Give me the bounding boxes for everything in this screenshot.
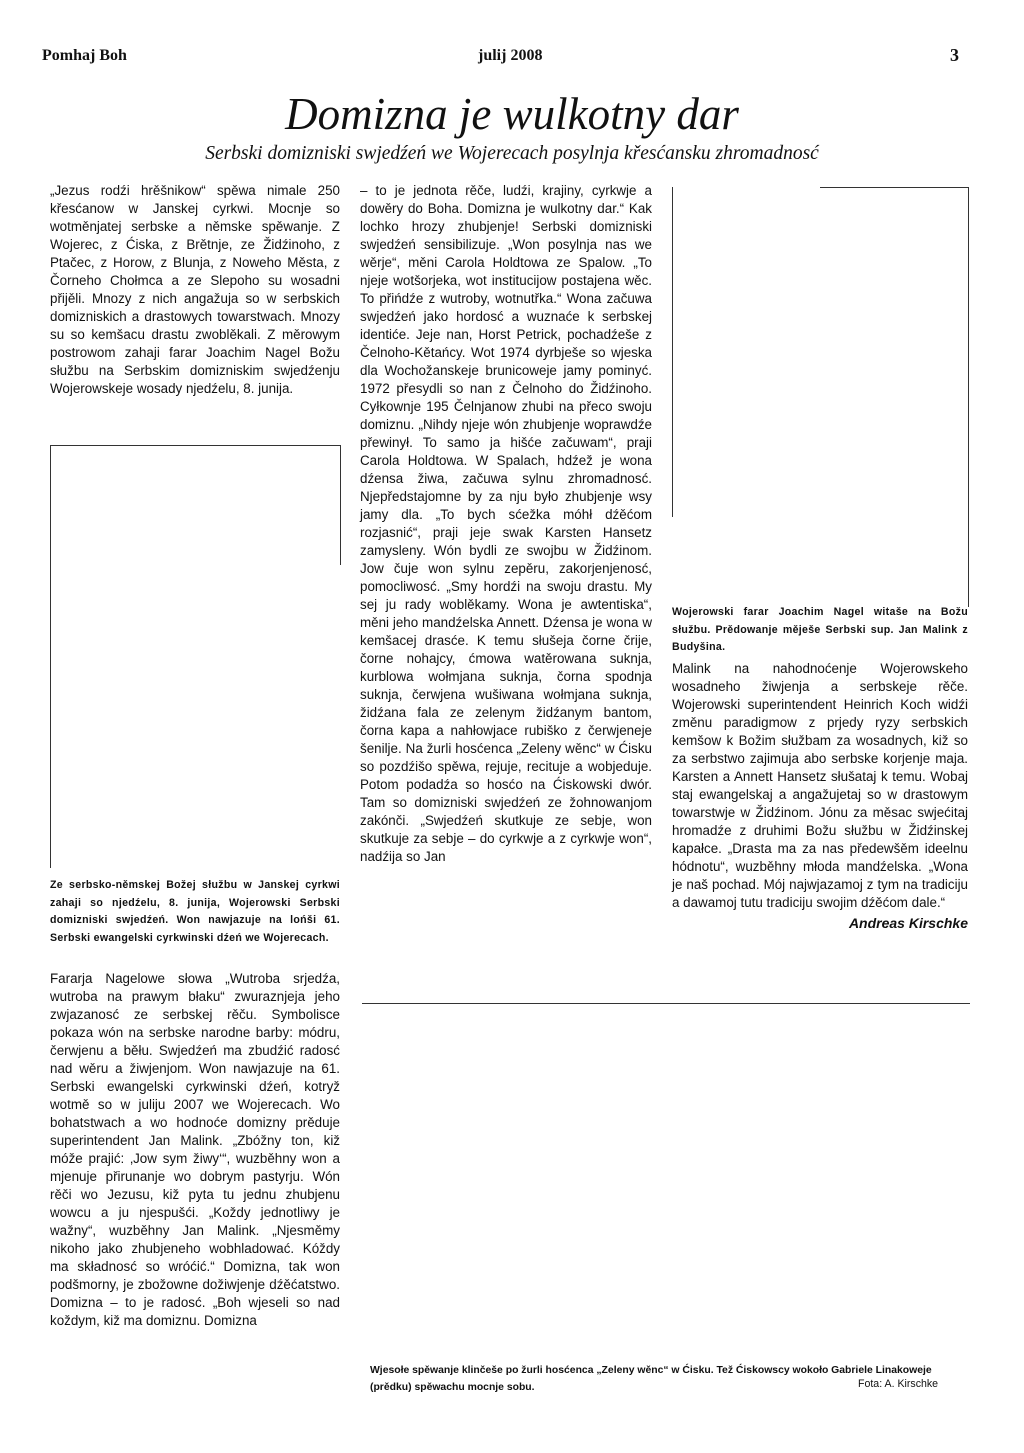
photo-credit: Fota: A. Kirschke <box>858 1378 939 1390</box>
photo-caption: Wjesołe spěwanje klinčeše po žurli hosćenca „Zeleny wěnc“ w Ćisku. Tež Ćiskowscy wokoło Gabriele Linakoweje (prědku) spěwachu mocnje sobu. <box>370 1365 932 1393</box>
header-date: julij 2008 <box>478 47 543 64</box>
paragraph: Fararja Nagelowe słowa „Wutroba srjedźa, wutroba na prawym błaku“ zwuraznjeja jeho zwjazanosć ze serbskej rěču. Symbolisce pokaza wón na serbske narodne barby: módru, čerwjenu a běłu. Swjedźeń ma zbudźić radosć nad wěru a žiwjenjom. Won nawjazuje na 61. Serbski ewangelski cyrkwinski dźeń, kotryž wotmě so w juliju 2007 we Wojerecach. Wo bohatstwach a wo hodnoće domizny prěduje superintendent Jan Malink. „Zbóžny ton, kiž móže prajić: ‚Jow sym žiwy‘“, wuzběhny won a mjenuje přirunanje wo dobrym pastyrju. Wón rěči wo Jezusu, kiž pyta tu jednu zhubjenu wowcu a ju njespušći. „Koždy jednotliwy je wažny“, wuzběhny Jan Malink. „Njesměmy nikoho jako zhubjeneho wobhladować. Kóždy ma składnosć so wróćić.“ Domizna, tak won podšmorny, je zbožowne dožiwjenje dźěćatstwo. Domizna – to je radosć. „Boh wjeseli so nad koždym, kiž ma domiznu. Domizna <box>50 971 340 1328</box>
paragraph: „Jezus rodźi hrěšnikow“ spěwa nimale 250 křesćanow w Janskej cyrkwi. Mocnje so wotměnjatej serbske a němske spěwanje. Z Wojerec, z Ćiska, z Brětnje, ze Židźinoho, z Ptačec, z Horow, z Blunja, z Noweho Města, z Čorneho Chołmca a ze Slepoho su wosadni přijěli. Mnozy z nich angažuja so w serbskich domizniskich a drastowych towarstwach. Mnozy su so kemšacu drastu zwoblěkali. Z měrowym postrowom zahaji farar Joachim Nagel Božu słužbu na Serbskim domizniskim swjedźenju Wojerowskeje wosady njedźelu, 8. junija. <box>50 183 340 396</box>
photo-caption: Wojerowski farar Joachim Nagel witaše na Božu słužbu. Prědowanje měješe Serbski sup. Jan Malink z Budyšina. <box>672 606 968 654</box>
article-title: Domizna je wulkotny dar <box>285 89 739 139</box>
photo-frame-edge <box>672 187 673 517</box>
column1-bottom-text <box>50 970 340 1330</box>
author-signature: Andreas Kirschke <box>848 915 968 931</box>
article-subtitle: Serbski domizniski swjedźeń we Wojerecach posylnja křesćansku zhromadnosć <box>205 143 819 164</box>
paragraph: – to je jednota rěče, ludźi, krajiny, cyrkwje a dowěry do Boha. Domizna je wulkotny dar.“ Kak lochko hrozy zhubjenje! Serbski domizniski swjedźeń sensibilizuje. „Won posylnja nas we wěrje“, měni Carola Holdtowa ze Spalow. „To njeje wotšorjeka, wot institucijow postajena wěc. To přińdźe z wutroby, wotnutřka.“ Wona začuwa swjedźeń jako hordosć a wuznaće k serbskej identiće. Jeje nan, Horst Petrick, pochadźeše z Čelnoho-Kětańcy. Wot 1974 dyrbješe so wjeska dla Wochožanskeje brunicoweje jamy pominyć. 1972 přesydli so nan z Čelnoho do Židźinoho. Cyłkownje 195 Čelnjanow zhubi na přeco swoju domiznu. „Nihdy njeje wón zhubjenje woprawdźe přewinył. To samo ja hišće začuwam“, praji Carola Holdtowa. W Spalach, hdźež je wona dźensa žiwa, začuwa sylnu zhromadnosć. Njepředstajomne by za nju było zhubjenje wsy jamy dla. „To bych sćežka móhł dźěćom rozjasnić“, praji jeje swak Karsten Hansetz zamysleny. Wón bydli ze swojbu w Židźinom. Jow čuje won sylnu zepěru, zakorjenjenosć, pomocliwosć. „Smy hordźi na swoju drastu. My sej ju rady woblěkamy. Wona je awtentiska“, měni jeho mandźelska Annett. Dźensa je wona w kemšacej drasće. K temu słušeja čorne črije, čorne nohajcy, ćmowa watěrowana suknja, kurblowa wołmjana suknja, čorna spodnja suknja, čerwjena wušiwana wołmjana suknja, židźana fala ze zelenym židźanym bantom, čorna kapa a nahłowjace rubiško z čerwjeneje šenilje. Na žurli hosćenca „Zeleny wěnc“ w Ćisku so pozdźišo spěwa, rejuje, recituje a wobjeduje. Potom podadźa so hosćo na Ćiskowski dwór. Tam so domizniski swjedźeń ze žohnowanjom zakónči. „Swjedźeń skutkuje ze sebje, won skutkuje za sebje – do cyrkwje a z cyrkwje won“, nadźija so Jan <box>360 183 652 864</box>
column2-text <box>360 182 652 866</box>
header-left: Pomhaj Boh <box>42 47 127 64</box>
photo-caption: Ze serbsko-němskej Božej słužbu w Janskej cyrkwi zahaji so njedźelu, 8. junija, Wojerowski Serbski domizniski swjedźeń. Won nawjazuje na lońši 61. Serbski ewangelski cyrkwinski dźeń we Wojerecach. <box>50 879 340 944</box>
photo-frame-top <box>362 1003 970 1004</box>
page-number: 3 <box>950 45 959 65</box>
photo-frame <box>50 445 341 868</box>
paragraph: Malink na nahodnoćenje Wojerowskeho wosadneho žiwjenja a serbskeje rěče. Wojerowski superintendent Heinrich Koch widźi změnu paradigmow z prjedy ryzy serbskich kemšow k Božim słužbam za wosadnych, kiž so za serbstwo zajimuja abo serbske korjenje maja. Karsten a Annett Hansetz słušataj k temu. Wobaj staj ewangelskaj a angažujetaj so w drastowym towarstwje w Židźinom. Jónu za měsac swjećitaj hromadźe z druhimi Božu słužbu w Židźinskej kapałce. „Drasta ma za nas předewšěm ideelnu hódnotu“, wuzběhny młoda mandźelska. „Wona je naš pochad. Mój najwjazamoj z tym na tradiciju a dawamoj tutu tradiciju swojim dźěćom dale.“ <box>672 661 968 910</box>
photo-frame-edge <box>968 187 969 607</box>
column3-text <box>672 660 968 932</box>
photo-frame-top <box>820 187 968 188</box>
column1-top-text <box>50 182 340 398</box>
photo-frame-edge <box>340 445 341 565</box>
